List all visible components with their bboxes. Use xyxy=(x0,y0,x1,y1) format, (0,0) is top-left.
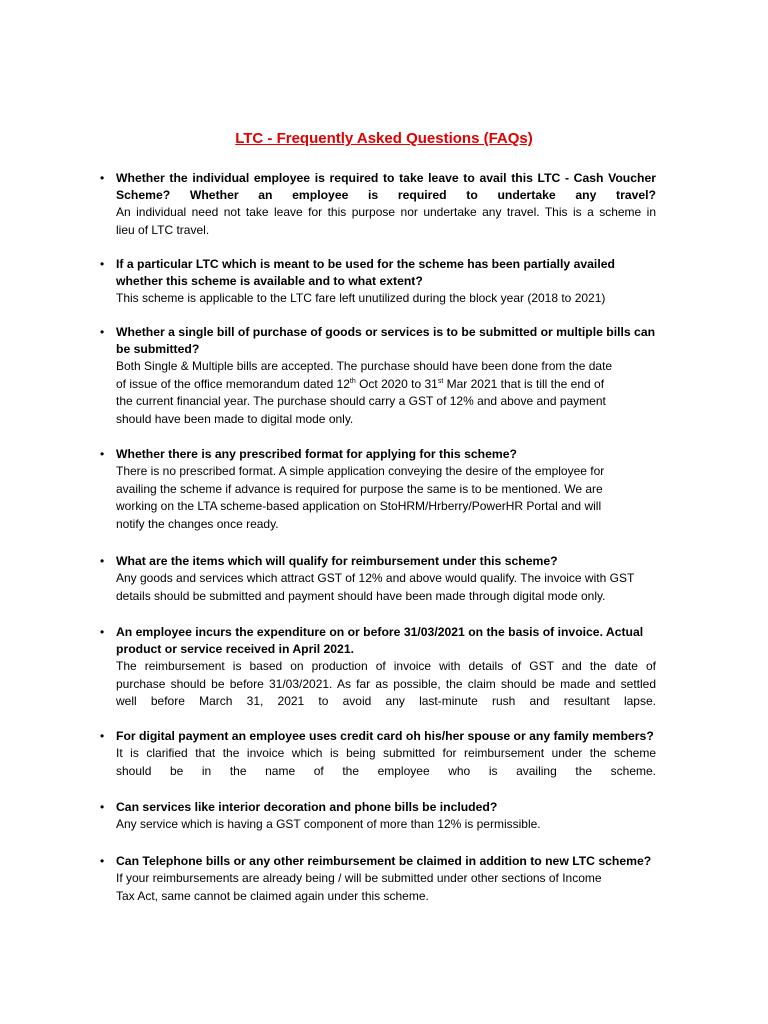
faq-question: If a particular LTC which is meant to be used for the scheme has been partially availed xyxy=(116,257,615,271)
bullet-icon: • xyxy=(100,447,105,461)
faq-item xyxy=(100,256,656,308)
faq-item xyxy=(100,446,656,533)
bullet-icon: • xyxy=(100,171,105,185)
faq-question: product or service received in April 2021. xyxy=(116,642,354,656)
faq-answer: lieu of LTC travel. xyxy=(116,222,210,237)
faq-question: Whether the individual employee is required to take leave to avail this LTC - Cash Voucher xyxy=(116,171,656,185)
faq-answer: An individual need not take leave for this purpose nor undertake any travel. This is a scheme in xyxy=(116,205,656,219)
faq-item xyxy=(100,324,656,428)
faq-question: For digital payment an employee uses credit card oh his/her spouse or any family members? xyxy=(116,729,654,743)
bullet-icon: • xyxy=(100,257,105,271)
faq-question: Scheme? Whether an employee is required to undertake any travel? xyxy=(116,188,656,202)
faq-item xyxy=(100,553,656,605)
faq-question: Can Telephone bills or any other reimbursement be claimed in addition to new LTC scheme? xyxy=(116,854,652,868)
faq-question: Whether a single bill of purchase of goods or services is to be submitted or multiple bills can xyxy=(116,325,656,339)
faq-answer: It is clarified that the invoice which is being submitted for reimbursement under the scheme xyxy=(116,746,656,760)
faq-answer: of issue of the office memorandum dated 12th Oct 2020 to 31st Mar 2021 that is till the end of xyxy=(116,376,605,391)
bullet-icon: • xyxy=(100,729,105,743)
faq-answer: should have been made to digital mode only. xyxy=(116,411,354,426)
faq-answer: details should be submitted and payment should have been made through digital mode only. xyxy=(116,588,606,603)
faq-question: be submitted? xyxy=(116,342,200,356)
faq-answer: well before March 31, 2021 to avoid any last-minute rush and resultant lapse. xyxy=(116,694,656,708)
faq-answer: the current financial year. The purchase should carry a GST of 12% and above and payment xyxy=(116,394,606,408)
bullet-icon: • xyxy=(100,625,105,639)
faq-item xyxy=(100,728,656,780)
faq-answer: The reimbursement is based on production of invoice with details of GST and the date of xyxy=(116,659,656,673)
faq-answer: notify the changes once ready. xyxy=(116,516,279,531)
faq-question: Whether there is any prescribed format for applying for this scheme? xyxy=(116,447,517,461)
faq-item xyxy=(100,853,656,905)
faq-question: An employee incurs the expenditure on or before 31/03/2021 on the basis of invoice. Actual xyxy=(116,625,644,639)
faq-answer: Any goods and services which attract GST of 12% and above would qualify. The invoice with GST xyxy=(116,571,635,585)
faq-question: What are the items which will qualify for reimbursement under this scheme? xyxy=(116,554,558,568)
bullet-icon: • xyxy=(100,325,105,339)
faq-question: Can services like interior decoration and phone bills be included? xyxy=(116,800,498,814)
faq-item xyxy=(100,624,656,711)
bullet-icon: • xyxy=(100,854,105,868)
bullet-icon: • xyxy=(100,554,105,568)
faq-answer: should be in the name of the employee who is availing the scheme. xyxy=(116,763,656,778)
faq-item xyxy=(100,799,656,834)
bullet-icon: • xyxy=(100,800,105,814)
faq-answer: working on the LTA scheme-based application on StoHRM/Hrberry/PowerHR Portal and will xyxy=(116,499,602,513)
faq-answer: Any service which is having a GST component of more than 12% is permissible. xyxy=(116,817,541,831)
faq-answer: There is no prescribed format. A simple application conveying the desire of the employee for xyxy=(116,464,605,478)
faq-answer: Both Single & Multiple bills are accepted. The purchase should have been done from the date xyxy=(116,359,613,373)
faq-answer: Tax Act, same cannot be claimed again under this scheme. xyxy=(116,888,429,903)
faq-question: whether this scheme is available and to what extent? xyxy=(116,274,423,288)
faq-answer: This scheme is applicable to the LTC fare left unutilized during the block year (2018 to 2021) xyxy=(116,291,606,305)
page-title: LTC - Frequently Asked Questions (FAQs) xyxy=(235,130,533,147)
faq-answer: If your reimbursements are already being / will be submitted under other sections of Income xyxy=(116,871,602,885)
faq-item xyxy=(100,170,656,239)
faq-answer: availing the scheme if advance is required for purpose the same is to be mentioned. We are xyxy=(116,481,603,496)
faq-answer: purchase should be before 31/03/2021. As far as possible, the claim should be made and settled xyxy=(116,676,656,691)
